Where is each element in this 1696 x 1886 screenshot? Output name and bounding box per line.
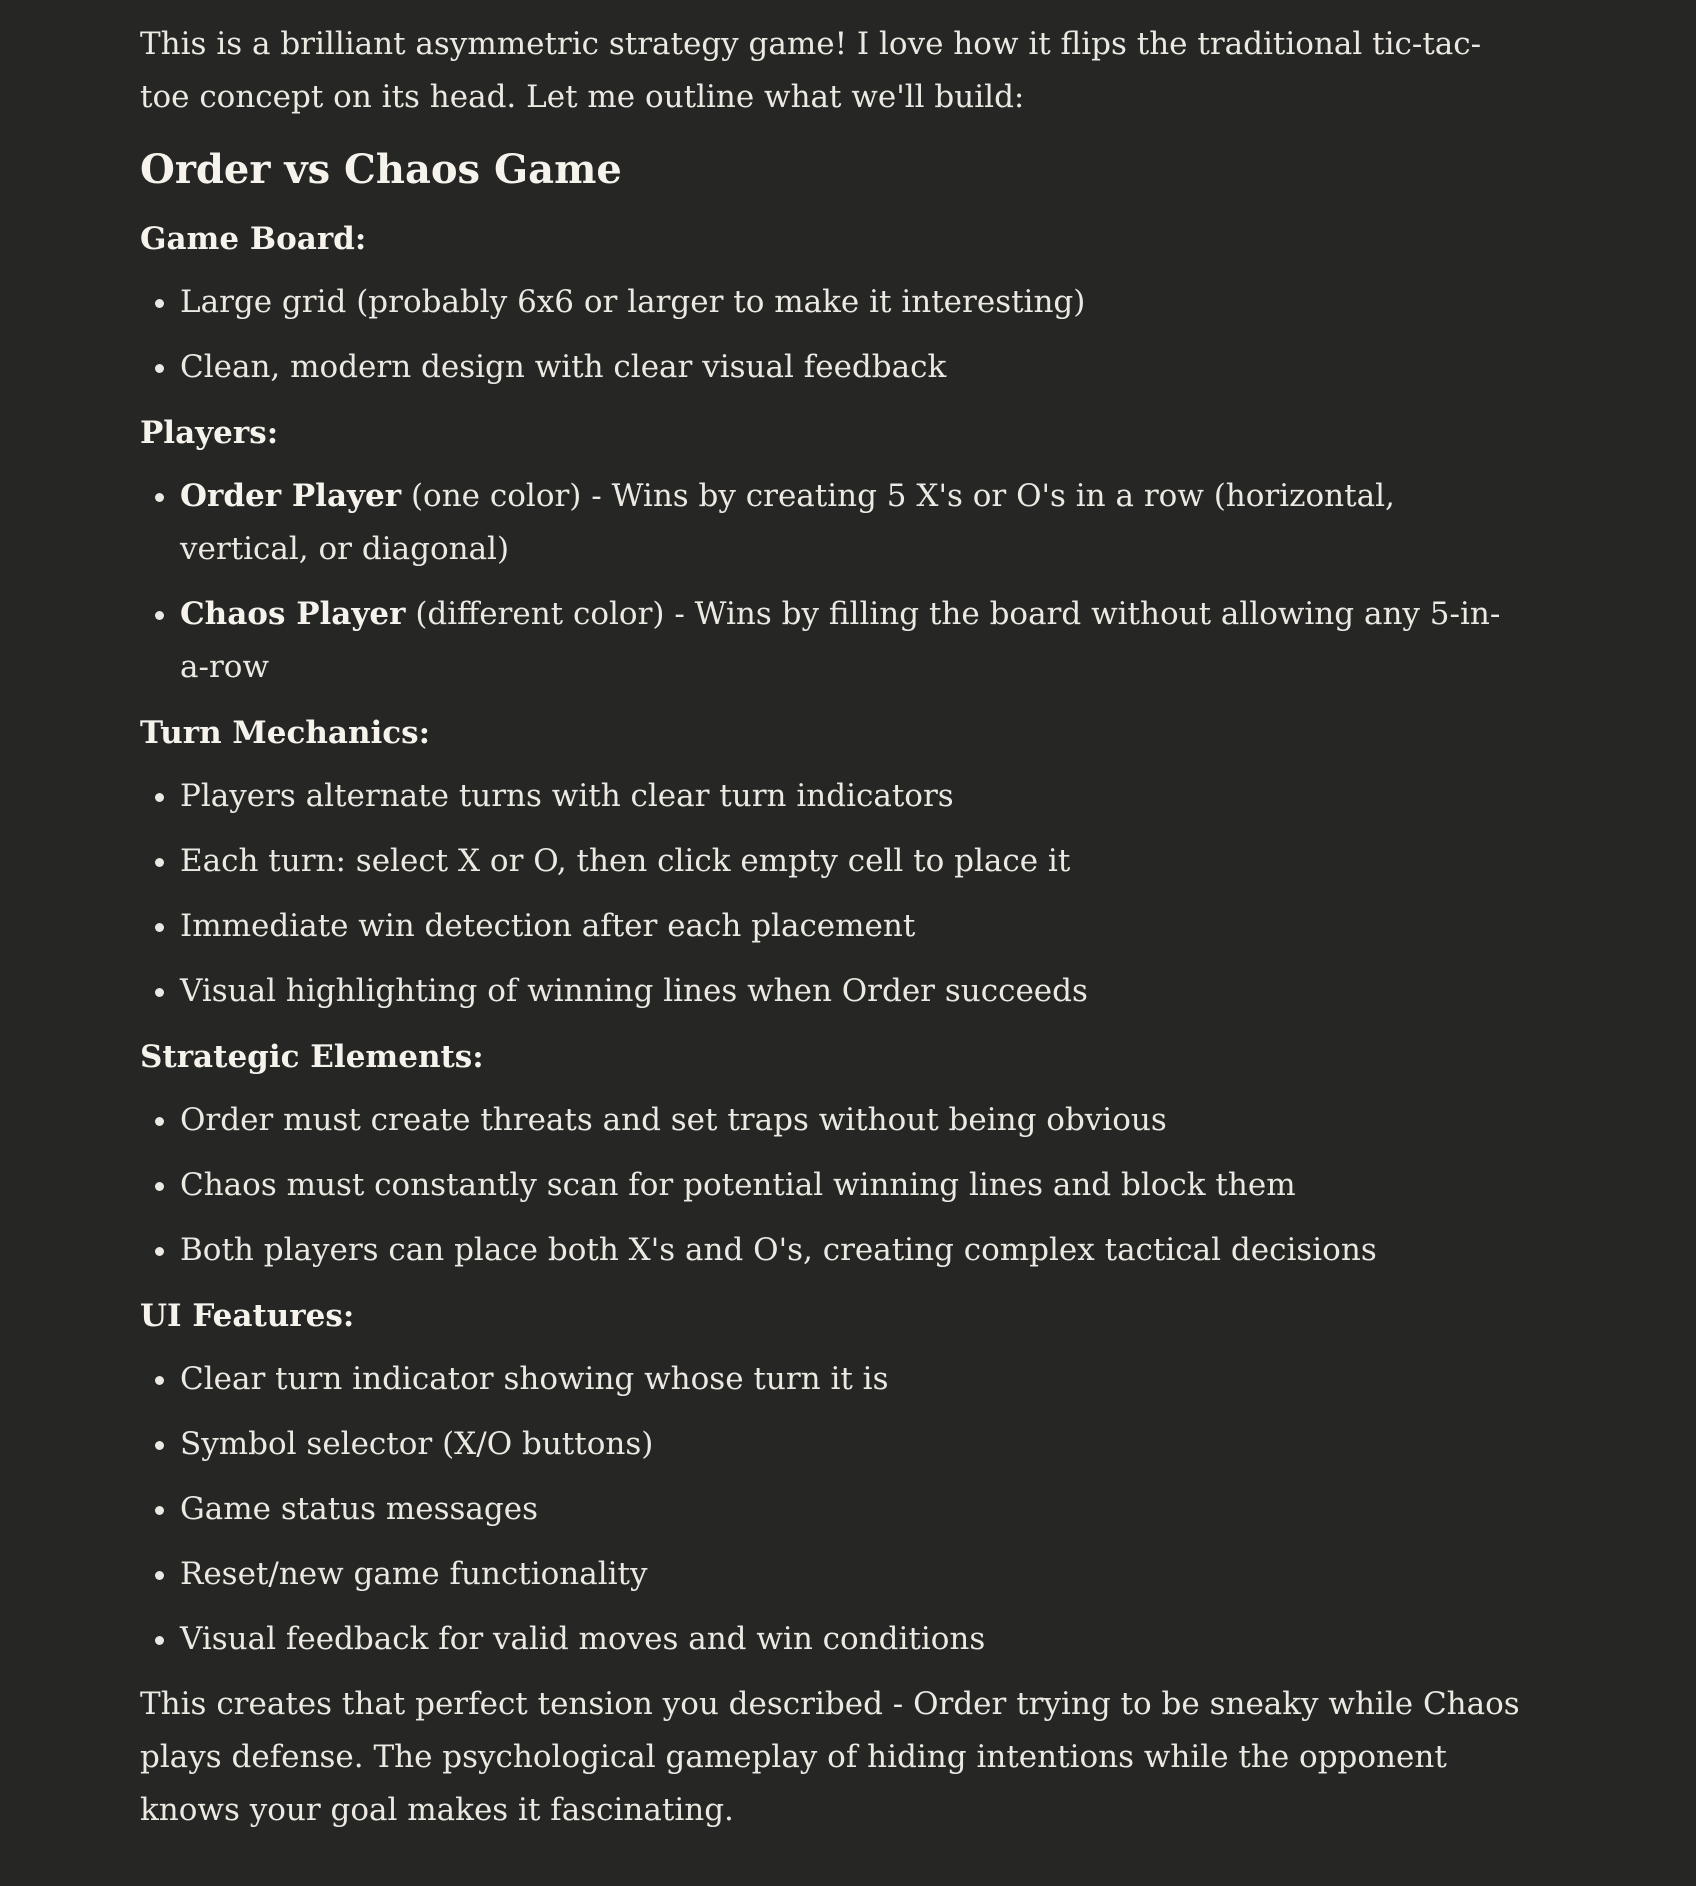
section-ui-features xyxy=(140,1289,1520,1666)
outro-paragraph: This creates that perfect tension you described - Order trying to be sneaky while Chaos plays defense. The psychological gameplay of hiding intentions while the opponent knows your goal makes it fascinating. xyxy=(140,1686,1520,1828)
list-item xyxy=(180,588,1520,694)
intro-paragraph: This is a brilliant asymmetric strategy game! I love how it flips the traditional tic-tac-toe concept on its head. Let me outline what we'll build: xyxy=(140,26,1482,115)
list-item: Both players can place both X's and O's, creating complex tactical decisions xyxy=(180,1224,1520,1277)
section-title: Order vs Chaos Game xyxy=(140,146,622,193)
bullet-list xyxy=(140,1353,1520,1666)
list-item: Chaos must constantly scan for potential winning lines and block them xyxy=(180,1159,1520,1212)
bullet-list xyxy=(140,1094,1520,1277)
section-heading: Players: xyxy=(140,415,279,451)
item-bold-label: Order Player xyxy=(180,478,402,514)
list-item: Players alternate turns with clear turn indicators xyxy=(180,770,1520,823)
section-heading: UI Features: xyxy=(140,1298,355,1334)
section-players xyxy=(140,406,1520,694)
bullet-list xyxy=(140,770,1520,1018)
item-bold-label: Chaos Player xyxy=(180,596,406,632)
list-item: Order must create threats and set traps without being obvious xyxy=(180,1094,1520,1147)
section-strategic-elements xyxy=(140,1030,1520,1277)
list-item: Visual highlighting of winning lines when Order succeeds xyxy=(180,965,1520,1018)
list-item: Clean, modern design with clear visual feedback xyxy=(180,341,1520,394)
list-item: Game status messages xyxy=(180,1483,1520,1536)
bullet-list xyxy=(140,470,1520,694)
section-heading: Turn Mechanics: xyxy=(140,715,431,751)
section-turn-mechanics xyxy=(140,706,1520,1018)
item-text: (different color) - Wins by filling the board without allowing any 5-in-a-row xyxy=(180,596,1501,685)
section-game-board xyxy=(140,212,1520,394)
assistant-message xyxy=(140,18,1520,1837)
list-item: Visual feedback for valid moves and win conditions xyxy=(180,1613,1520,1666)
bullet-list xyxy=(140,276,1520,394)
list-item: Each turn: select X or O, then click empty cell to place it xyxy=(180,835,1520,888)
list-item: Reset/new game functionality xyxy=(180,1548,1520,1601)
section-heading: Game Board: xyxy=(140,221,367,257)
list-item: Clear turn indicator showing whose turn it is xyxy=(180,1353,1520,1406)
list-item xyxy=(180,470,1520,576)
section-heading: Strategic Elements: xyxy=(140,1039,484,1075)
list-item: Large grid (probably 6x6 or larger to make it interesting) xyxy=(180,276,1520,329)
item-text: (one color) - Wins by creating 5 X's or O's in a row (horizontal, vertical, or diagonal) xyxy=(180,478,1395,567)
list-item: Symbol selector (X/O buttons) xyxy=(180,1418,1520,1471)
list-item: Immediate win detection after each placement xyxy=(180,900,1520,953)
